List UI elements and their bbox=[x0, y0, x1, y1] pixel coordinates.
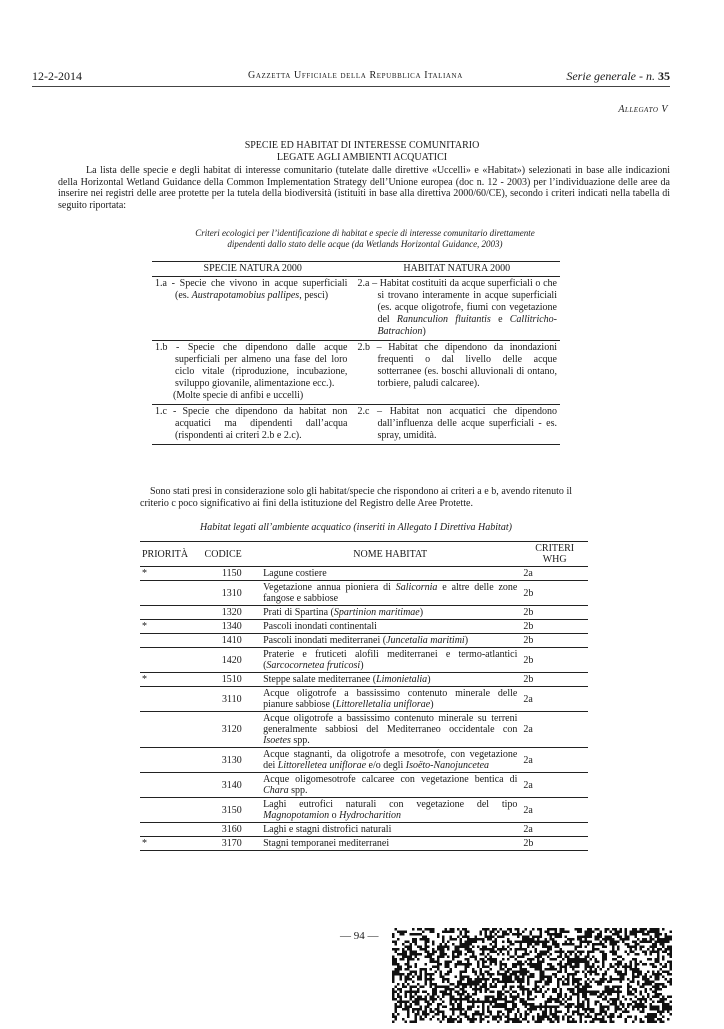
habitat-row bbox=[140, 823, 588, 837]
considerations-text: Sono stati presi in considerazione solo gli habitat/specie che rispondono ai criteri a e b, avendo ritenuto il criterio c poco significativo ai fini della istituzione del Registro delle Aree Protette. bbox=[140, 486, 572, 509]
name-cell: Laghi eutrofici naturali con vegetazione del tipo Magnopotamion o Hydrocharition bbox=[261, 798, 521, 823]
name-cell: Acque stagnanti, da oligotrofe a mesotrofe, con vegetazione dei Littorelletea uniflorae e/o degli Isoëto-Nanojuncetea bbox=[261, 748, 521, 773]
criteria-cell: 2b bbox=[521, 648, 588, 673]
code-header: CODICE bbox=[203, 542, 262, 567]
priority-cell bbox=[140, 823, 203, 837]
habitat-table-header-row bbox=[140, 542, 588, 567]
priority-cell: * bbox=[140, 837, 203, 851]
specie-1c: 1.c - Specie che dipendono da habitat non acquatici ma dipendenti dall’acqua (rispondenti ai criteri 2.b e 2.c). bbox=[155, 406, 348, 441]
habitat-row bbox=[140, 798, 588, 823]
habitat-row bbox=[140, 581, 588, 606]
code-cell: 3160 bbox=[203, 823, 262, 837]
code-cell: 1310 bbox=[203, 581, 262, 606]
habitat-row bbox=[140, 648, 588, 673]
document-title bbox=[0, 140, 724, 164]
title-line-2: LEGATE AGLI AMBIENTI ACQUATICI bbox=[276, 152, 448, 163]
habitat-row bbox=[140, 773, 588, 798]
priority-cell bbox=[140, 581, 203, 606]
criteria-cell: 2a bbox=[521, 748, 588, 773]
specie-cell bbox=[152, 341, 353, 405]
criteria-cell: 2b bbox=[521, 673, 588, 687]
criteria-cell: 2b bbox=[521, 620, 588, 634]
habitat-2a-italic-1: Ranunculion fluitantis bbox=[396, 314, 491, 325]
criteria-row bbox=[152, 341, 560, 405]
priority-header: PRIORITÀ bbox=[140, 542, 203, 567]
habitat-header: HABITAT NATURA 2000 bbox=[353, 262, 560, 277]
habitat-table-body bbox=[140, 567, 588, 851]
specie-1a-text: 1.a - Specie che vivono in acque superficiali (es. bbox=[155, 278, 348, 301]
name-cell: Praterie e fruticeti alofili mediterranei e termo-atlantici (Sarcocornetea fruticosi) bbox=[261, 648, 521, 673]
name-header: NOME HABITAT bbox=[261, 542, 521, 567]
criteria-cell: 2a bbox=[521, 798, 588, 823]
habitat-2a bbox=[357, 278, 557, 338]
specie-cell bbox=[152, 405, 353, 445]
habitat-cell bbox=[353, 405, 560, 445]
code-cell: 3130 bbox=[203, 748, 262, 773]
criteria-table bbox=[152, 261, 560, 445]
criteria-row bbox=[152, 405, 560, 445]
serie-number: 35 bbox=[658, 69, 670, 83]
code-cell: 3170 bbox=[203, 837, 262, 851]
habitat-2c: 2.c – Habitat non acquatici che dipendono dall’influenza delle acque superficiali - es. spray, umidità. bbox=[357, 406, 557, 441]
code-cell: 3120 bbox=[203, 712, 262, 748]
criteria-cell: 2a bbox=[521, 712, 588, 748]
specie-1b: 1.b - Specie che dipendono dalle acque superficiali per almeno una fase del loro ciclo vitale (riproduzione, incubazione, sviluppo giovanile, alimentazione ecc.). bbox=[155, 342, 348, 389]
name-cell: Acque oligotrofe a bassissimo contenuto minerale su terreni generalmente sabbiosi del Mediterraneo occidentale con Isoetes spp. bbox=[261, 712, 521, 748]
habitat-row bbox=[140, 712, 588, 748]
habitat-cell bbox=[353, 277, 560, 341]
habitat-2a-mid: e bbox=[490, 314, 510, 325]
name-cell: Steppe salate mediterranee (Limonietalia) bbox=[261, 673, 521, 687]
habitat-2b-rest: frequenti o dal livello delle acque sotterranee (es. boschi alluvionali di ontano, torbiere, paludi calcaree). bbox=[377, 354, 557, 389]
priority-cell bbox=[140, 748, 203, 773]
habitat-table-caption: Habitat legati all’ambiente acquatico (inseriti in Allegato I Direttiva Habitat) bbox=[200, 522, 512, 533]
qr-code-graphic bbox=[392, 928, 672, 1024]
serie-prefix: Serie generale - n. bbox=[566, 69, 655, 83]
priority-cell bbox=[140, 798, 203, 823]
criteria-row bbox=[152, 277, 560, 341]
habitat-cell bbox=[353, 341, 560, 405]
intro-paragraph bbox=[58, 165, 670, 211]
name-cell: Acque oligomesotrofe calcaree con vegetazione bentica di Chara spp. bbox=[261, 773, 521, 798]
code-cell: 1150 bbox=[203, 567, 262, 581]
criteria-caption-line-2: dipendenti dallo stato delle acque (da Wetlands Horizontal Guidance, 2003) bbox=[227, 239, 503, 249]
priority-cell bbox=[140, 648, 203, 673]
habitat-row bbox=[140, 687, 588, 712]
criteria-cell: 2a bbox=[521, 823, 588, 837]
criteria-caption-line-1: Criteri ecologici per l’identificazione di habitat e specie di interesse comunitario direttamente bbox=[195, 228, 535, 238]
name-cell: Acque oligotrofe a bassissimo contenuto minerale delle pianure sabbiose (Littorelletalia uniflorae) bbox=[261, 687, 521, 712]
specie-cell bbox=[152, 277, 353, 341]
habitat-2a-text: 2.a – Habitat costituiti da acque superficiali o che si trovano interamente in acque superficiali (es. acque oligotrofe, fiumi con vegetazione del bbox=[357, 278, 557, 325]
code-cell: 1510 bbox=[203, 673, 262, 687]
specie-1a-end: , pesci) bbox=[299, 290, 329, 301]
code-cell: 3140 bbox=[203, 773, 262, 798]
habitat-row bbox=[140, 748, 588, 773]
criteria-header: CRITERI WHG bbox=[521, 542, 588, 567]
specie-1a-italic: Austrapotamobius pallipes bbox=[191, 290, 300, 301]
name-cell: Prati di Spartina (Spartinion maritimae) bbox=[261, 606, 521, 620]
habitat-row bbox=[140, 620, 588, 634]
code-cell: 1420 bbox=[203, 648, 262, 673]
criteria-cell: 2b bbox=[521, 837, 588, 851]
name-cell: Lagune costiere bbox=[261, 567, 521, 581]
code-cell: 1410 bbox=[203, 634, 262, 648]
name-cell: Pascoli inondati continentali bbox=[261, 620, 521, 634]
habitat-row bbox=[140, 567, 588, 581]
title-line-1: SPECIE ED HABITAT DI INTERESSE COMUNITARIO bbox=[244, 140, 480, 151]
specie-1a bbox=[155, 278, 347, 302]
habitat-2b-line1: 2.b – Habitat che dipendono da inondazioni bbox=[357, 342, 557, 353]
criteria-cell: 2a bbox=[521, 773, 588, 798]
priority-cell bbox=[140, 634, 203, 648]
specie-header: SPECIE NATURA 2000 bbox=[152, 262, 353, 277]
code-cell: 3150 bbox=[203, 798, 262, 823]
priority-cell bbox=[140, 773, 203, 798]
priority-cell: * bbox=[140, 567, 203, 581]
criteria-header-row bbox=[152, 262, 560, 277]
priority-cell bbox=[140, 712, 203, 748]
intro-text: La lista delle specie e degli habitat di interesse comunitario (tutelate dalle direttive «Uccelli» e «Habitat») selezionati in base alle indicazioni della Horizontal Wetland Guidance della Common Implementation Strategy dell’Unione europea (doc n. 12 - 2003) per l’individuazione delle aree da inserire nei registri delle aree protette per la tutela della biodiversità (istituiti in base alla direttiva 2000/60/CE), secondo i criteri indicati nella tabella di seguito riportata: bbox=[58, 165, 670, 211]
code-cell: 1320 bbox=[203, 606, 262, 620]
criteria-cell: 2b bbox=[521, 606, 588, 620]
qr-code-icon bbox=[392, 928, 672, 1029]
header-date: 12-2-2014 bbox=[32, 69, 82, 83]
specie-1b-note: (Molte specie di anfibi e uccelli) bbox=[173, 390, 304, 401]
name-cell: Pascoli inondati mediterranei (Juncetalia maritimi) bbox=[261, 634, 521, 648]
criteria-cell: 2a bbox=[521, 687, 588, 712]
habitat-row bbox=[140, 673, 588, 687]
habitat-row bbox=[140, 634, 588, 648]
name-cell: Stagni temporanei mediterranei bbox=[261, 837, 521, 851]
code-cell: 3110 bbox=[203, 687, 262, 712]
header-rule bbox=[32, 86, 670, 87]
habitat-row bbox=[140, 837, 588, 851]
priority-cell: * bbox=[140, 620, 203, 634]
habitat-2a-end: ) bbox=[422, 326, 426, 337]
priority-cell: * bbox=[140, 673, 203, 687]
gazette-title: Gazzetta Ufficiale della Repubblica Italiana bbox=[248, 70, 463, 81]
code-cell: 1340 bbox=[203, 620, 262, 634]
allegato-label: Allegato V bbox=[618, 104, 668, 115]
page-number: — 94 — bbox=[340, 930, 379, 942]
name-cell: Laghi e stagni distrofici naturali bbox=[261, 823, 521, 837]
criteria-cell: 2b bbox=[521, 634, 588, 648]
criteria-cell: 2b bbox=[521, 581, 588, 606]
serie-label bbox=[566, 69, 670, 84]
priority-cell bbox=[140, 687, 203, 712]
considerations-paragraph bbox=[140, 486, 572, 510]
priority-cell bbox=[140, 606, 203, 620]
habitat-table bbox=[140, 541, 588, 851]
criteria-caption bbox=[150, 228, 580, 250]
habitat-2a-italic-2: Callitricho-Batrachion bbox=[377, 314, 557, 337]
habitat-row bbox=[140, 606, 588, 620]
name-cell: Vegetazione annua pioniera di Salicornia e altre delle zone fangose e sabbiose bbox=[261, 581, 521, 606]
criteria-cell: 2a bbox=[521, 567, 588, 581]
